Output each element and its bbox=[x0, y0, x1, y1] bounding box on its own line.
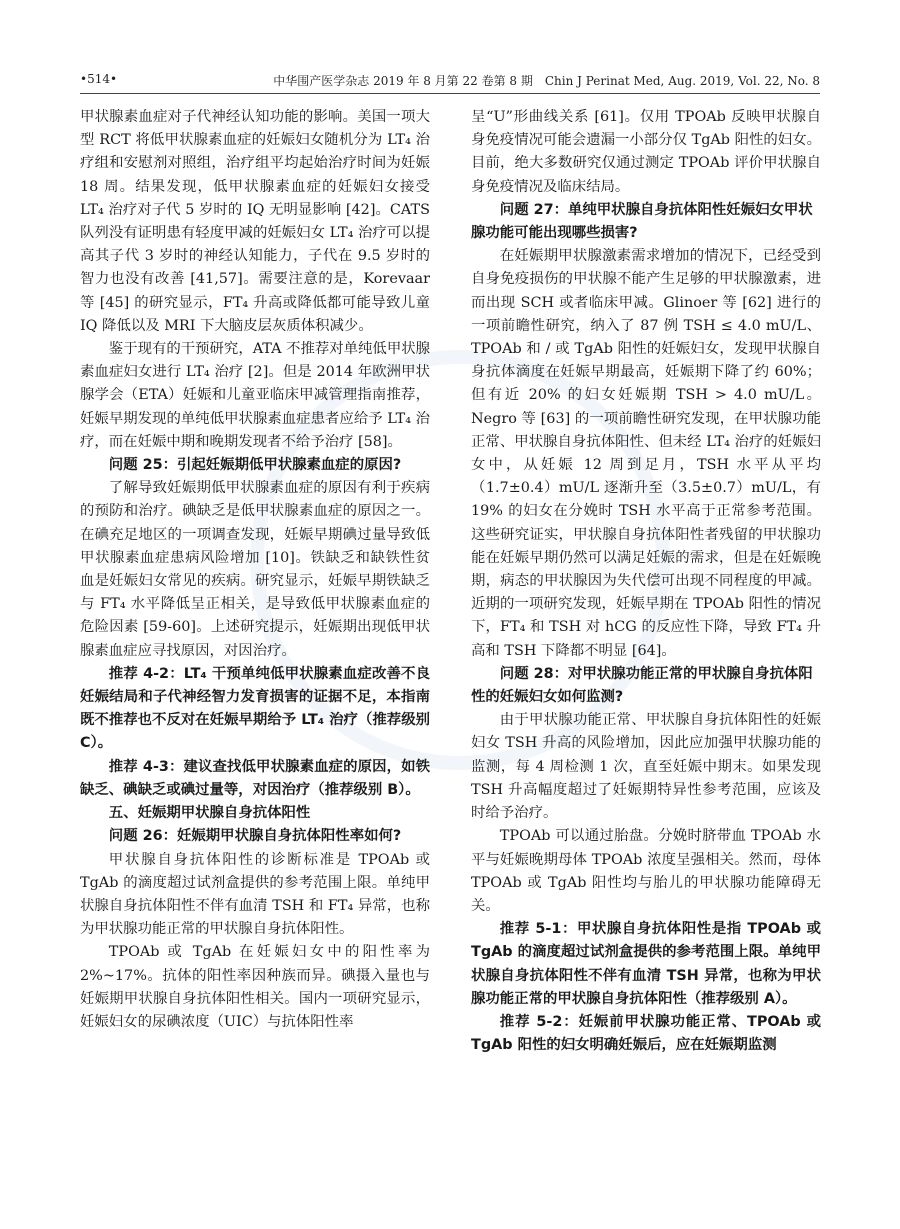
header-rule bbox=[80, 93, 820, 94]
paragraph: 呈“U”形曲线关系 [61]。仅用 TPOAb 反映甲状腺自身免疫情况可能会遗漏一小部分仅 TgAb 阳性的妇女。目前，绝大多数研究仅通过测定 TPOAb 评价甲状腺自身免疫情况及临床结局。 bbox=[471, 109, 821, 195]
question-heading: 问题 28：对甲状腺功能正常的甲状腺自身抗体阳性的妊娠妇女如何监测? bbox=[471, 665, 813, 706]
recommendation: 推荐 4-2：LT₄ 干预单纯低甲状腺素血症改善不良妊娠结局和子代神经智力发育损害的证据不足，本指南既不推荐也不反对在妊娠早期给予 LT₄ 治疗（推荐级别 C）。 bbox=[80, 665, 430, 752]
right-column bbox=[471, 106, 821, 1057]
paragraph: TPOAb 或 TgAb 在妊娠妇女中的阳性率为 2%~17%。抗体的阳性率因种族而异。碘摄入量也与妊娠期甲状腺自身抗体阳性相关。国内一项研究显示，妊娠妇女的尿碘浓度（UIC）与抗体阳性率 bbox=[80, 944, 430, 1030]
paragraph: 由于甲状腺功能正常、甲状腺自身抗体阳性的妊娠妇女 TSH 升高的风险增加，因此应加强甲状腺功能的监测，每 4 周检测 1 次，直至妊娠中期末。如果发现 TSH 升高幅度超过了妊娠期特异性参考范围，应该及时给予治疗。 bbox=[471, 712, 821, 822]
page-header bbox=[80, 70, 820, 92]
journal-citation: 中华围产医学杂志 2019 年 8 月第 22 卷第 8 期 Chin J Perinat Med, Aug. 2019, Vol. 22, No. 8 bbox=[273, 74, 820, 88]
question-heading: 问题 27：单纯甲状腺自身抗体阳性妊娠妇女甲状腺功能可能出现哪些损害? bbox=[471, 201, 813, 242]
section-heading: 五、妊娠期甲状腺自身抗体阳性 bbox=[108, 805, 311, 822]
question-heading: 问题 25：引起妊娠期低甲状腺素血症的原因? bbox=[108, 457, 402, 474]
paragraph: TPOAb 可以通过胎盘。分娩时脐带血 TPOAb 水平与妊娠晚期母体 TPOAb 浓度呈强相关。然而，母体 TPOAb 或 TgAb 阳性均与胎儿的甲状腺功能障碍无关。 bbox=[471, 828, 821, 914]
recommendation: 推荐 5-2：妊娠前甲状腺功能正常、TPOAb 或 TgAb 阳性的妇女明确妊娠后，应在妊娠期监测 bbox=[471, 1013, 821, 1054]
paragraph: 在妊娠期甲状腺激素需求增加的情况下，已经受到自身免疫损伤的甲状腺不能产生足够的甲状腺激素，进而出现 SCH 或者临床甲减。Glinoer 等 [62] 进行的一项前瞻性研究，纳入了 87 例 TSH ≤ 4.0 mU/L、TPOAb 和 / 或 TgAb 阳性的妊娠妇女，发现甲状腺自身抗体滴度在妊娠早期最高，妊娠期下降了约 60%；但有近 20% 的妇女妊娠期 TSH > 4.0 mU/L。Negro 等 [63] 的一项前瞻性研究发现，在甲状腺功能正常、甲状腺自身抗体阳性、但未经 LT₄ 治疗的妊娠妇女中，从妊娠 12 周到足月，TSH 水平从平均（1.7±0.4）mU/L 逐渐升至（3.5±0.7）mU/L，有 19% 的妇女在分娩时 TSH 水平高于正常参考范围。这些研究证实，甲状腺自身抗体阳性者残留的甲状腺功能在妊娠早期仍然可以满足妊娠的需求，但是在妊娠晚期，病态的甲状腺因为失代偿可出现不同程度的甲减。近期的一项研究发现，妊娠早期在 TPOAb 阳性的情况下，FT₄ 和 TSH 对 hCG 的反应性下降，导致 FT₄ 升高和 TSH 下降都不明显 [64]。 bbox=[471, 248, 821, 659]
page-number: •514• bbox=[80, 72, 118, 86]
paragraph: 鉴于现有的干预研究，ATA 不推荐对单纯低甲状腺素血症妇女进行 LT₄ 治疗 [2]。但是 2014 年欧洲甲状腺学会（ETA）妊娠和儿童亚临床甲减管理指南推荐，妊娠早期发现的单纯低甲状腺素血症患者应给予 LT₄ 治疗，而在妊娠中期和晚期发现者不给予治疗 [58]。 bbox=[80, 341, 430, 450]
paragraph: 甲状腺自身抗体阳性的诊断标准是 TPOAb 或 TgAb 的滴度超过试剂盒提供的参考范围上限。单纯甲状腺自身抗体阳性不伴有血清 TSH 和 FT₄ 异常，也称为甲状腺功能正常的甲状腺自身抗体阳性。 bbox=[80, 851, 430, 938]
recommendation: 推荐 5-1：甲状腺自身抗体阳性是指 TPOAb 或 TgAb 的滴度超过试剂盒提供的参考范围上限。单纯甲状腺自身抗体阳性不伴有血清 TSH 异常，也称为甲状腺功能正常的甲状腺自身抗体阳性（推荐级别 A）。 bbox=[471, 921, 821, 1007]
paragraph: 了解导致妊娠期低甲状腺素血症的原因有利于疾病的预防和治疗。碘缺乏是低甲状腺素血症的原因之一。在碘充足地区的一项调查发现，妊娠早期碘过量导致低甲状腺素血症患病风险增加 [10]。铁缺乏和缺铁性贫血是妊娠妇女常见的疾病。研究显示，妊娠早期铁缺乏与 FT₄ 水平降低呈正相关，是导致低甲状腺素血症的危险因素 [59-60]。上述研究提示，妊娠期出现低甲状腺素血症应寻找原因，对因治疗。 bbox=[80, 480, 430, 659]
left-column bbox=[80, 106, 430, 1034]
question-heading: 问题 26：妊娠期甲状腺自身抗体阳性率如何? bbox=[108, 828, 402, 845]
paragraph: 甲状腺素血症对子代神经认知功能的影响。美国一项大型 RCT 将低甲状腺素血症的妊娠妇女随机分为 LT₄ 治疗组和安慰剂对照组，治疗组平均起始治疗时间为妊娠 18 周。结果发现，低甲状腺素血症的妊娠妇女接受 LT₄ 治疗对子代 5 岁时的 IQ 无明显影响 [42]。CATS 队列没有证明患有轻度甲减的妊娠妇女 LT₄ 治疗可以提高其子代 3 岁时的神经认知能力，子代在 9.5 岁时的智力也没有改善 [41,57]。需要注意的是，Korevaar 等 [45] 的研究显示，FT₄ 升高或降低都可能导致儿童 IQ 降低以及 MRI 下大脑皮层灰质体积减少。 bbox=[80, 109, 430, 334]
recommendation: 推荐 4-3：建议查找低甲状腺素血症的原因，如铁缺乏、碘缺乏或碘过量等，对因治疗（推荐级别 B）。 bbox=[80, 758, 430, 798]
